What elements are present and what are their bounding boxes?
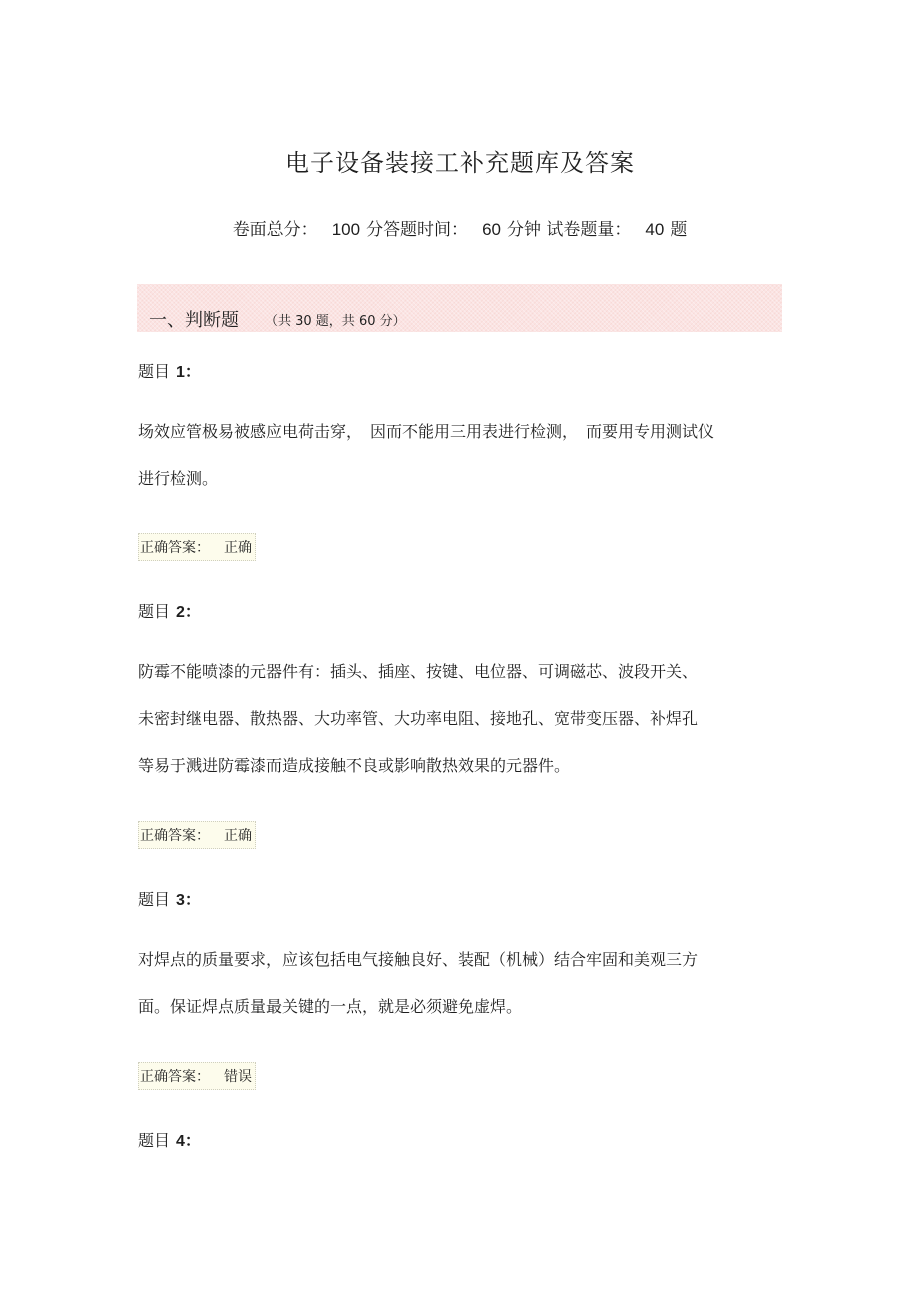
question-text: [138, 408, 798, 502]
question-line: 等易于溅进防霉漆而造成接触不良或影响散热效果的元器件。: [138, 756, 571, 775]
section-header-true-false: [137, 284, 782, 332]
answer-value: 正确: [224, 828, 252, 844]
section-subtitle: （共 30 题，共 60 分）: [265, 314, 406, 329]
question-label: [138, 1128, 201, 1151]
question-label: [138, 599, 201, 622]
question-line: 防霉不能喷漆的元器件有：插头、插座、按键、电位器、可调磁芯、波段开关、: [138, 662, 699, 681]
question-label-text: 题目: [138, 890, 171, 909]
question-number: 2：: [176, 604, 201, 621]
question-number: 3：: [176, 892, 201, 909]
total-score-label: 卷面总分：: [232, 220, 318, 240]
exam-meta: [0, 215, 920, 240]
question-line: 未密封继电器、散热器、大功率管、大功率电阻、接地孔、宽带变压器、补焊孔: [138, 709, 699, 728]
answer-label: 正确答案：: [140, 540, 210, 556]
answer-value: 正确: [224, 540, 252, 556]
question-label-text: 题目: [138, 362, 171, 381]
answer-label: 正确答案：: [140, 828, 210, 844]
section-title: 一、判断题: [149, 310, 239, 331]
question-label-text: 题目: [138, 602, 171, 621]
question-label-text: 题目: [138, 1131, 171, 1150]
count-value: 40: [645, 220, 665, 239]
time-value: 60: [482, 220, 501, 239]
answer-box: [138, 821, 256, 849]
answer-value: 错误: [224, 1069, 252, 1085]
answer-label: 正确答案：: [140, 1069, 210, 1085]
question-line: 对焊点的质量要求，应该包括电气接触良好、装配（机械）结合牢固和美观三方: [138, 950, 699, 969]
question-line: 进行检测。: [138, 469, 219, 488]
answer-box: [138, 533, 256, 561]
time-unit: 分钟: [506, 220, 541, 240]
question-label: [138, 887, 201, 910]
question-label: [138, 359, 201, 382]
total-score-value: 100: [331, 220, 361, 239]
time-label: 答题时间：: [383, 220, 469, 240]
count-unit: 题: [670, 220, 688, 240]
question-text: [138, 936, 798, 1030]
question-line: 面。保证焊点质量最关键的一点，就是必须避免虚焊。: [138, 997, 523, 1016]
question-text: [138, 648, 798, 789]
total-score-unit: 分: [366, 220, 384, 240]
question-number: 4：: [176, 1133, 201, 1150]
page-title: 电子设备装接工补充题库及答案: [285, 149, 635, 177]
answer-box: [138, 1062, 256, 1090]
count-label: 试卷题量：: [546, 220, 632, 240]
question-line: 场效应管极易被感应电荷击穿， 因而不能用三用表进行检测， 而要用专用测试仪: [138, 422, 715, 441]
question-number: 1：: [176, 364, 201, 381]
